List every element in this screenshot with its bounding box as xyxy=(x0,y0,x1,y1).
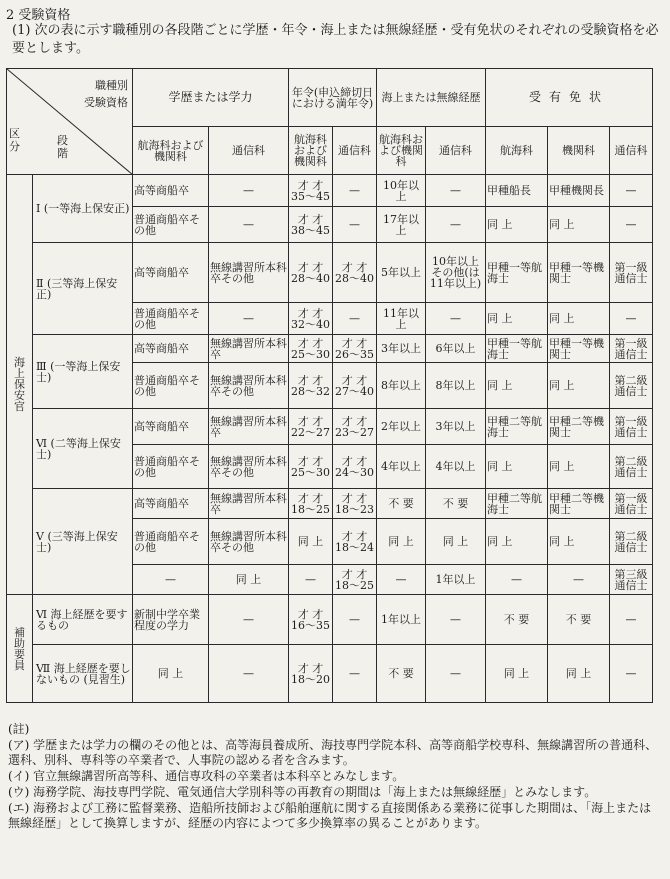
cell-menjo-kikan: 不 要 xyxy=(548,595,610,645)
cell-gakureki-koukai: 高等商船卒 xyxy=(133,335,209,363)
intro-paragraph: (1) 次の表に示す職種別の各段階ごとに学歴・年令・海上または無線経歴・受有免状のそれぞれの受験資格を必要とします。 xyxy=(12,23,659,56)
cell-menjo-tsushin: 第二級通信士 xyxy=(610,445,653,489)
category-kaijo: 海上保安官 xyxy=(7,175,33,595)
cell-keireki-tsushin: — xyxy=(426,175,486,207)
cell-menjo-koukai: 甲種二等航海士 xyxy=(486,409,548,445)
cell-gakureki-tsushin: 無線講習所本科卒 xyxy=(209,409,289,445)
sub-nenrei-koukai: 航海科および機関科 xyxy=(289,127,333,175)
cell-nenrei-tsushin: 才 才 23～27 xyxy=(333,409,377,445)
cell-gakureki-tsushin: 無線講習所本科卒その他 xyxy=(209,519,289,565)
cell-menjo-koukai: 不 要 xyxy=(486,595,548,645)
cell-menjo-koukai: 甲種船長 xyxy=(486,175,548,207)
cell-keireki-tsushin: — xyxy=(426,595,486,645)
header-corner-cell xyxy=(7,69,133,175)
cell-nenrei-koukai: 才 才 28～32 xyxy=(289,363,333,409)
note-u: (ウ) 海務学院、海技専門学院、電気通信大学別科等の再教育の期間は「海上または無線経歴」とみなします。 xyxy=(8,785,597,799)
cell-gakureki-tsushin: 無線講習所本科卒その他 xyxy=(209,445,289,489)
section-heading xyxy=(6,4,70,23)
cell-menjo-koukai: 同 上 xyxy=(486,303,548,335)
cell-menjo-tsushin: 第一級通信士 xyxy=(610,409,653,445)
cell-keireki-koukai: 2年以上 xyxy=(377,409,426,445)
cell-gakureki-koukai: 同 上 xyxy=(133,645,209,703)
cell-gakureki-koukai: 普通商船卒その他 xyxy=(133,207,209,243)
table-row xyxy=(7,243,653,303)
header-nenrei: 年令(申込締切日における満年令) xyxy=(289,69,377,127)
header-menjo: 受有免状 xyxy=(486,69,653,127)
cell-nenrei-koukai: 才 才 16～35 xyxy=(289,595,333,645)
cell-menjo-kikan: 同 上 xyxy=(548,645,610,703)
cell-nenrei-koukai: 同 上 xyxy=(289,519,333,565)
cell-menjo-kikan: 同 上 xyxy=(548,207,610,243)
cell-nenrei-koukai: 才 才 32～40 xyxy=(289,303,333,335)
cell-menjo-kikan: 同 上 xyxy=(548,303,610,335)
cell-menjo-tsushin: — xyxy=(610,207,653,243)
cell-gakureki-tsushin: 無線講習所本科卒 xyxy=(209,489,289,519)
cell-nenrei-koukai: 才 才 25～30 xyxy=(289,335,333,363)
note-a: (ア) 学歴または学力の欄のその他とは、高等海員養成所、海技専門学院本科、高等商船学校専科、無線講習所の普通科、選科、別科、専科等の卒業者で、人事院の認める者を含みます。 xyxy=(8,738,658,767)
cell-gakureki-koukai: — xyxy=(133,565,209,595)
cell-menjo-koukai: 同 上 xyxy=(486,645,548,703)
cell-gakureki-koukai: 普通商船卒その他 xyxy=(133,303,209,335)
cell-nenrei-tsushin: — xyxy=(333,595,377,645)
header-gakureki: 学歴または学力 xyxy=(133,69,289,127)
cell-nenrei-tsushin: 才 才 26～35 xyxy=(333,335,377,363)
sub-gakureki-koukai: 航海科および機関科 xyxy=(133,127,209,175)
cell-menjo-kikan: — xyxy=(548,565,610,595)
cell-nenrei-koukai: — xyxy=(289,565,333,595)
header-keireki: 海上または無線経歴 xyxy=(377,69,486,127)
cell-gakureki-tsushin: 無線講習所本科卒 xyxy=(210,336,287,361)
cell-gakureki-koukai: 高等商船卒 xyxy=(133,243,209,303)
grade-3: Ⅲ (一等海上保安士) xyxy=(33,335,133,409)
cell-gakureki-koukai: 高等商船卒 xyxy=(133,489,209,519)
cell-nenrei-tsushin: 才 才 18～23 xyxy=(333,489,377,519)
grade-2: Ⅱ (三等海上保安正) xyxy=(33,243,133,335)
cell-nenrei-koukai: 才 才 35～45 xyxy=(289,175,333,207)
cell-gakureki-tsushin: — xyxy=(209,645,289,703)
cell-gakureki-tsushin: — xyxy=(209,595,289,645)
table-row xyxy=(7,409,653,445)
cell-menjo-kikan: 甲種機関長 xyxy=(548,175,610,207)
cell-menjo-koukai: 甲種二等航海士 xyxy=(486,489,548,519)
section-title: 受験資格 xyxy=(18,8,71,23)
cell-menjo-tsushin: 第三級通信士 xyxy=(610,565,653,595)
cell-gakureki-koukai: 普通商船卒その他 xyxy=(133,445,209,489)
cell-menjo-kikan: 甲種二等機関士 xyxy=(548,489,610,519)
grade-5: Ⅴ (三等海上保安士) xyxy=(33,489,133,595)
cell-nenrei-tsushin: — xyxy=(333,175,377,207)
cell-keireki-koukai: 10年以上 xyxy=(377,175,426,207)
cell-nenrei-tsushin: 才 才 27～40 xyxy=(333,363,377,409)
cell-keireki-tsushin: 3年以上 xyxy=(426,409,486,445)
grade-7: Ⅶ 海上経歴を要しないもの (見習生) xyxy=(33,645,133,703)
note-i: (イ) 官立無線講習所高等科、通信専攻科の卒業者は本科卒とみなします。 xyxy=(8,769,405,783)
cell-nenrei-koukai: 才 才 18～25 xyxy=(289,489,333,519)
sub-menjo-tsushin: 通信科 xyxy=(610,127,653,175)
table-row xyxy=(7,175,653,207)
sub-menjo-kikan: 機関科 xyxy=(548,127,610,175)
cell-keireki-tsushin: 同 上 xyxy=(426,519,486,565)
notes-title: (註) xyxy=(8,722,30,736)
cell-menjo-tsushin: — xyxy=(610,595,653,645)
category-hojo: 補助要員 xyxy=(7,595,33,703)
cell-keireki-koukai: 17年以上 xyxy=(377,207,426,243)
cell-gakureki-tsushin: 同 上 xyxy=(209,565,289,595)
cell-menjo-tsushin: 第一級通信士 xyxy=(610,489,653,519)
sub-keireki-tsushin: 通信科 xyxy=(426,127,486,175)
cell-keireki-koukai: 1年以上 xyxy=(377,595,426,645)
cell-keireki-koukai: 4年以上 xyxy=(377,445,426,489)
cell-keireki-koukai: 3年以上 xyxy=(377,335,426,363)
cell-keireki-koukai: 不 要 xyxy=(377,489,426,519)
cell-menjo-koukai: 同 上 xyxy=(486,519,548,565)
cell-keireki-tsushin: — xyxy=(426,645,486,703)
cell-menjo-koukai: 同 上 xyxy=(486,363,548,409)
cell-nenrei-tsushin: 才 才 24～30 xyxy=(333,445,377,489)
cell-menjo-kikan: 同 上 xyxy=(548,445,610,489)
note-e: (エ) 海務および工務に監督業務、造船所技師および船舶運航に関する直接関係ある業務に従事した期間は、「海上または無線経歴」として換算しますが、経歴の内容によつて多少換算率の異ることがあります。 xyxy=(8,801,652,830)
cell-menjo-koukai: 同 上 xyxy=(486,445,548,489)
notes-section xyxy=(8,722,663,832)
cell-gakureki-koukai: 高等商船卒 xyxy=(133,409,209,445)
cell-menjo-tsushin: 第二級通信士 xyxy=(610,363,653,409)
grade-1: Ⅰ (一等海上保安正) xyxy=(33,175,133,243)
header-kubun: 区分 xyxy=(9,127,20,153)
table-row xyxy=(7,645,653,703)
table-row xyxy=(7,595,653,645)
header-shokushu: 職種別 xyxy=(95,79,128,92)
header-juken-shikaku: 受験資格 xyxy=(84,96,128,109)
cell-nenrei-koukai: 才 才 38～45 xyxy=(289,207,333,243)
cell-keireki-tsushin: 10年以上その他(は11年以上) xyxy=(426,243,486,303)
cell-menjo-koukai: 甲種一等航海士 xyxy=(486,243,548,303)
cell-menjo-tsushin: — xyxy=(610,645,653,703)
table-row xyxy=(7,335,653,363)
cell-menjo-kikan: 甲種一等機関士 xyxy=(548,335,610,363)
cell-menjo-tsushin: 第一級通信士 xyxy=(610,243,653,303)
cell-gakureki-koukai: 高等商船卒 xyxy=(133,175,209,207)
cell-menjo-koukai: — xyxy=(486,565,548,595)
cell-nenrei-tsushin: — xyxy=(333,303,377,335)
cell-nenrei-tsushin: 才 才 18～25 xyxy=(333,565,377,595)
cell-menjo-kikan: 甲種二等機関士 xyxy=(548,409,610,445)
cell-nenrei-tsushin: 才 才 18～24 xyxy=(333,519,377,565)
cell-gakureki-tsushin: 無線講習所本科卒その他 xyxy=(209,363,289,409)
sub-nenrei-tsushin: 通信科 xyxy=(333,127,377,175)
cell-nenrei-tsushin: — xyxy=(333,207,377,243)
cell-keireki-koukai: 11年以上 xyxy=(377,303,426,335)
cell-gakureki-tsushin: — xyxy=(209,207,289,243)
cell-nenrei-koukai: 才 才 22～27 xyxy=(289,409,333,445)
sub-menjo-koukai: 航海科 xyxy=(486,127,548,175)
grade-6: Ⅵ 海上経歴を要するもの xyxy=(33,595,133,645)
cell-keireki-tsushin: 6年以上 xyxy=(426,335,486,363)
header-dankai: 段階 xyxy=(57,134,68,160)
cell-keireki-tsushin: 4年以上 xyxy=(426,445,486,489)
cell-menjo-tsushin: — xyxy=(610,175,653,207)
cell-gakureki-koukai: 普通商船卒その他 xyxy=(133,363,209,409)
cell-keireki-koukai: 8年以上 xyxy=(377,363,426,409)
qualification-table xyxy=(6,68,653,703)
sub-keireki-koukai: 航海科および機関科 xyxy=(377,127,426,175)
cell-menjo-tsushin: 第二級通信士 xyxy=(610,519,653,565)
cell-keireki-koukai: 不 要 xyxy=(377,645,426,703)
cell-menjo-kikan: 甲種一等機関士 xyxy=(548,243,610,303)
cell-gakureki-tsushin: — xyxy=(209,303,289,335)
cell-nenrei-tsushin: — xyxy=(333,645,377,703)
cell-gakureki-tsushin: — xyxy=(209,175,289,207)
cell-nenrei-tsushin: 才 才 28～40 xyxy=(333,243,377,303)
cell-keireki-koukai: 5年以上 xyxy=(377,243,426,303)
cell-menjo-tsushin: — xyxy=(610,303,653,335)
cell-keireki-tsushin: 8年以上 xyxy=(426,363,486,409)
cell-gakureki-koukai: 普通商船卒その他 xyxy=(133,519,209,565)
cell-menjo-koukai: 同 上 xyxy=(486,207,548,243)
cell-keireki-tsushin: 不 要 xyxy=(426,489,486,519)
cell-keireki-tsushin: — xyxy=(426,207,486,243)
cell-gakureki-koukai: 新制中学卒業程度の学力 xyxy=(133,595,209,645)
cell-menjo-kikan: 同 上 xyxy=(548,519,610,565)
cell-nenrei-koukai: 才 才 28～40 xyxy=(289,243,333,303)
cell-gakureki-tsushin: 無線講習所本科卒その他 xyxy=(209,243,289,303)
grade-4: Ⅵ (二等海上保安士) xyxy=(33,409,133,489)
cell-keireki-tsushin: — xyxy=(426,303,486,335)
cell-keireki-tsushin: 1年以上 xyxy=(426,565,486,595)
cell-nenrei-koukai: 才 才 25～30 xyxy=(289,445,333,489)
cell-menjo-koukai: 甲種一等航海士 xyxy=(486,335,548,363)
sub-gakureki-tsushin: 通信科 xyxy=(209,127,289,175)
cell-keireki-koukai: 同 上 xyxy=(377,519,426,565)
cell-keireki-koukai: — xyxy=(377,565,426,595)
cell-menjo-kikan: 同 上 xyxy=(548,363,610,409)
table-row xyxy=(7,489,653,519)
section-number: 2 xyxy=(6,8,15,23)
cell-menjo-tsushin: 第一級通信士 xyxy=(610,335,653,363)
cell-nenrei-koukai: 才 才 18～20 xyxy=(289,645,333,703)
